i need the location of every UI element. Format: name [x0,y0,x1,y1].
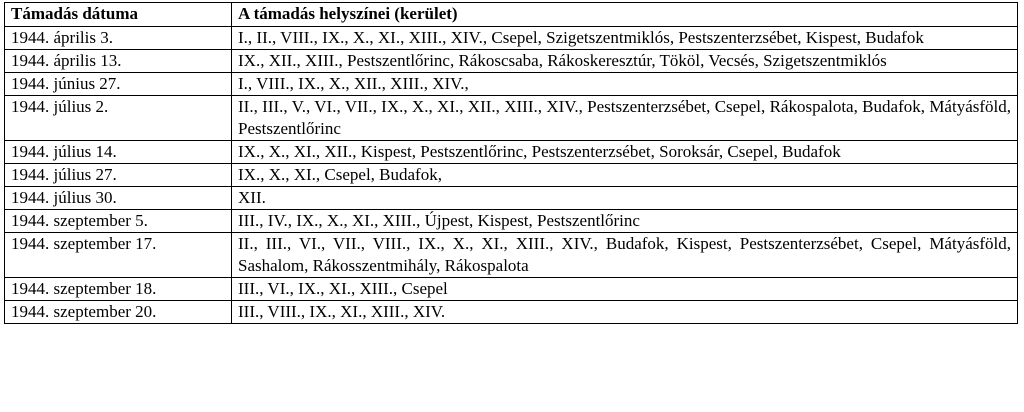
cell-date: 1944. szeptember 17. [5,233,232,278]
cell-locations: I., VIII., IX., X., XII., XIII., XIV., [232,73,1018,96]
table-row [5,278,1018,301]
table-row [5,141,1018,164]
cell-locations: IX., X., XI., XII., Kispest, Pestszentlőrinc, Pestszenterzsébet, Soroksár, Csepel, Budafok [232,141,1018,164]
table-row [5,301,1018,324]
air-raid-table [4,2,1018,324]
table-row [5,164,1018,187]
cell-locations: IX., XII., XIII., Pestszentlőrinc, Rákoscsaba, Rákoskeresztúr, Tököl, Vecsés, Szigetszentmiklós [232,50,1018,73]
table-row [5,50,1018,73]
cell-date: 1944. június 27. [5,73,232,96]
header-date: Támadás dátuma [5,3,232,27]
cell-date: 1944. július 30. [5,187,232,210]
cell-locations: XII. [232,187,1018,210]
cell-date: 1944. július 2. [5,96,232,141]
cell-date: 1944. július 27. [5,164,232,187]
cell-date: 1944. július 14. [5,141,232,164]
cell-locations: I., II., VIII., IX., X., XI., XIII., XIV., Csepel, Szigetszentmiklós, Pestszenterzsébet, Kispest, Budafok [232,27,1018,50]
cell-date: 1944. szeptember 20. [5,301,232,324]
table-row [5,96,1018,141]
table-row [5,27,1018,50]
table-header-row [5,3,1018,27]
cell-locations: IX., X., XI., Csepel, Budafok, [232,164,1018,187]
table-row [5,210,1018,233]
cell-date: 1944. április 3. [5,27,232,50]
cell-date: 1944. április 13. [5,50,232,73]
cell-locations: III., VI., IX., XI., XIII., Csepel [232,278,1018,301]
cell-date: 1944. szeptember 18. [5,278,232,301]
cell-locations: II., III., VI., VII., VIII., IX., X., XI., XIII., XIV., Budafok, Kispest, Pestszenterzsébet, Csepel, Mátyásföld, Sashalom, Rákosszentmihály, Rákospalota [232,233,1018,278]
table-row [5,187,1018,210]
cell-locations: II., III., V., VI., VII., IX., X., XI., XII., XIII., XIV., Pestszenterzsébet, Csepel, Rákospalota, Budafok, Mátyásföld, Pestszentlőrinc [232,96,1018,141]
cell-locations: III., VIII., IX., XI., XIII., XIV. [232,301,1018,324]
cell-locations: III., IV., IX., X., XI., XIII., Újpest, Kispest, Pestszentlőrinc [232,210,1018,233]
header-locations: A támadás helyszínei (kerület) [232,3,1018,27]
table-row [5,233,1018,278]
table-row [5,73,1018,96]
cell-date: 1944. szeptember 5. [5,210,232,233]
